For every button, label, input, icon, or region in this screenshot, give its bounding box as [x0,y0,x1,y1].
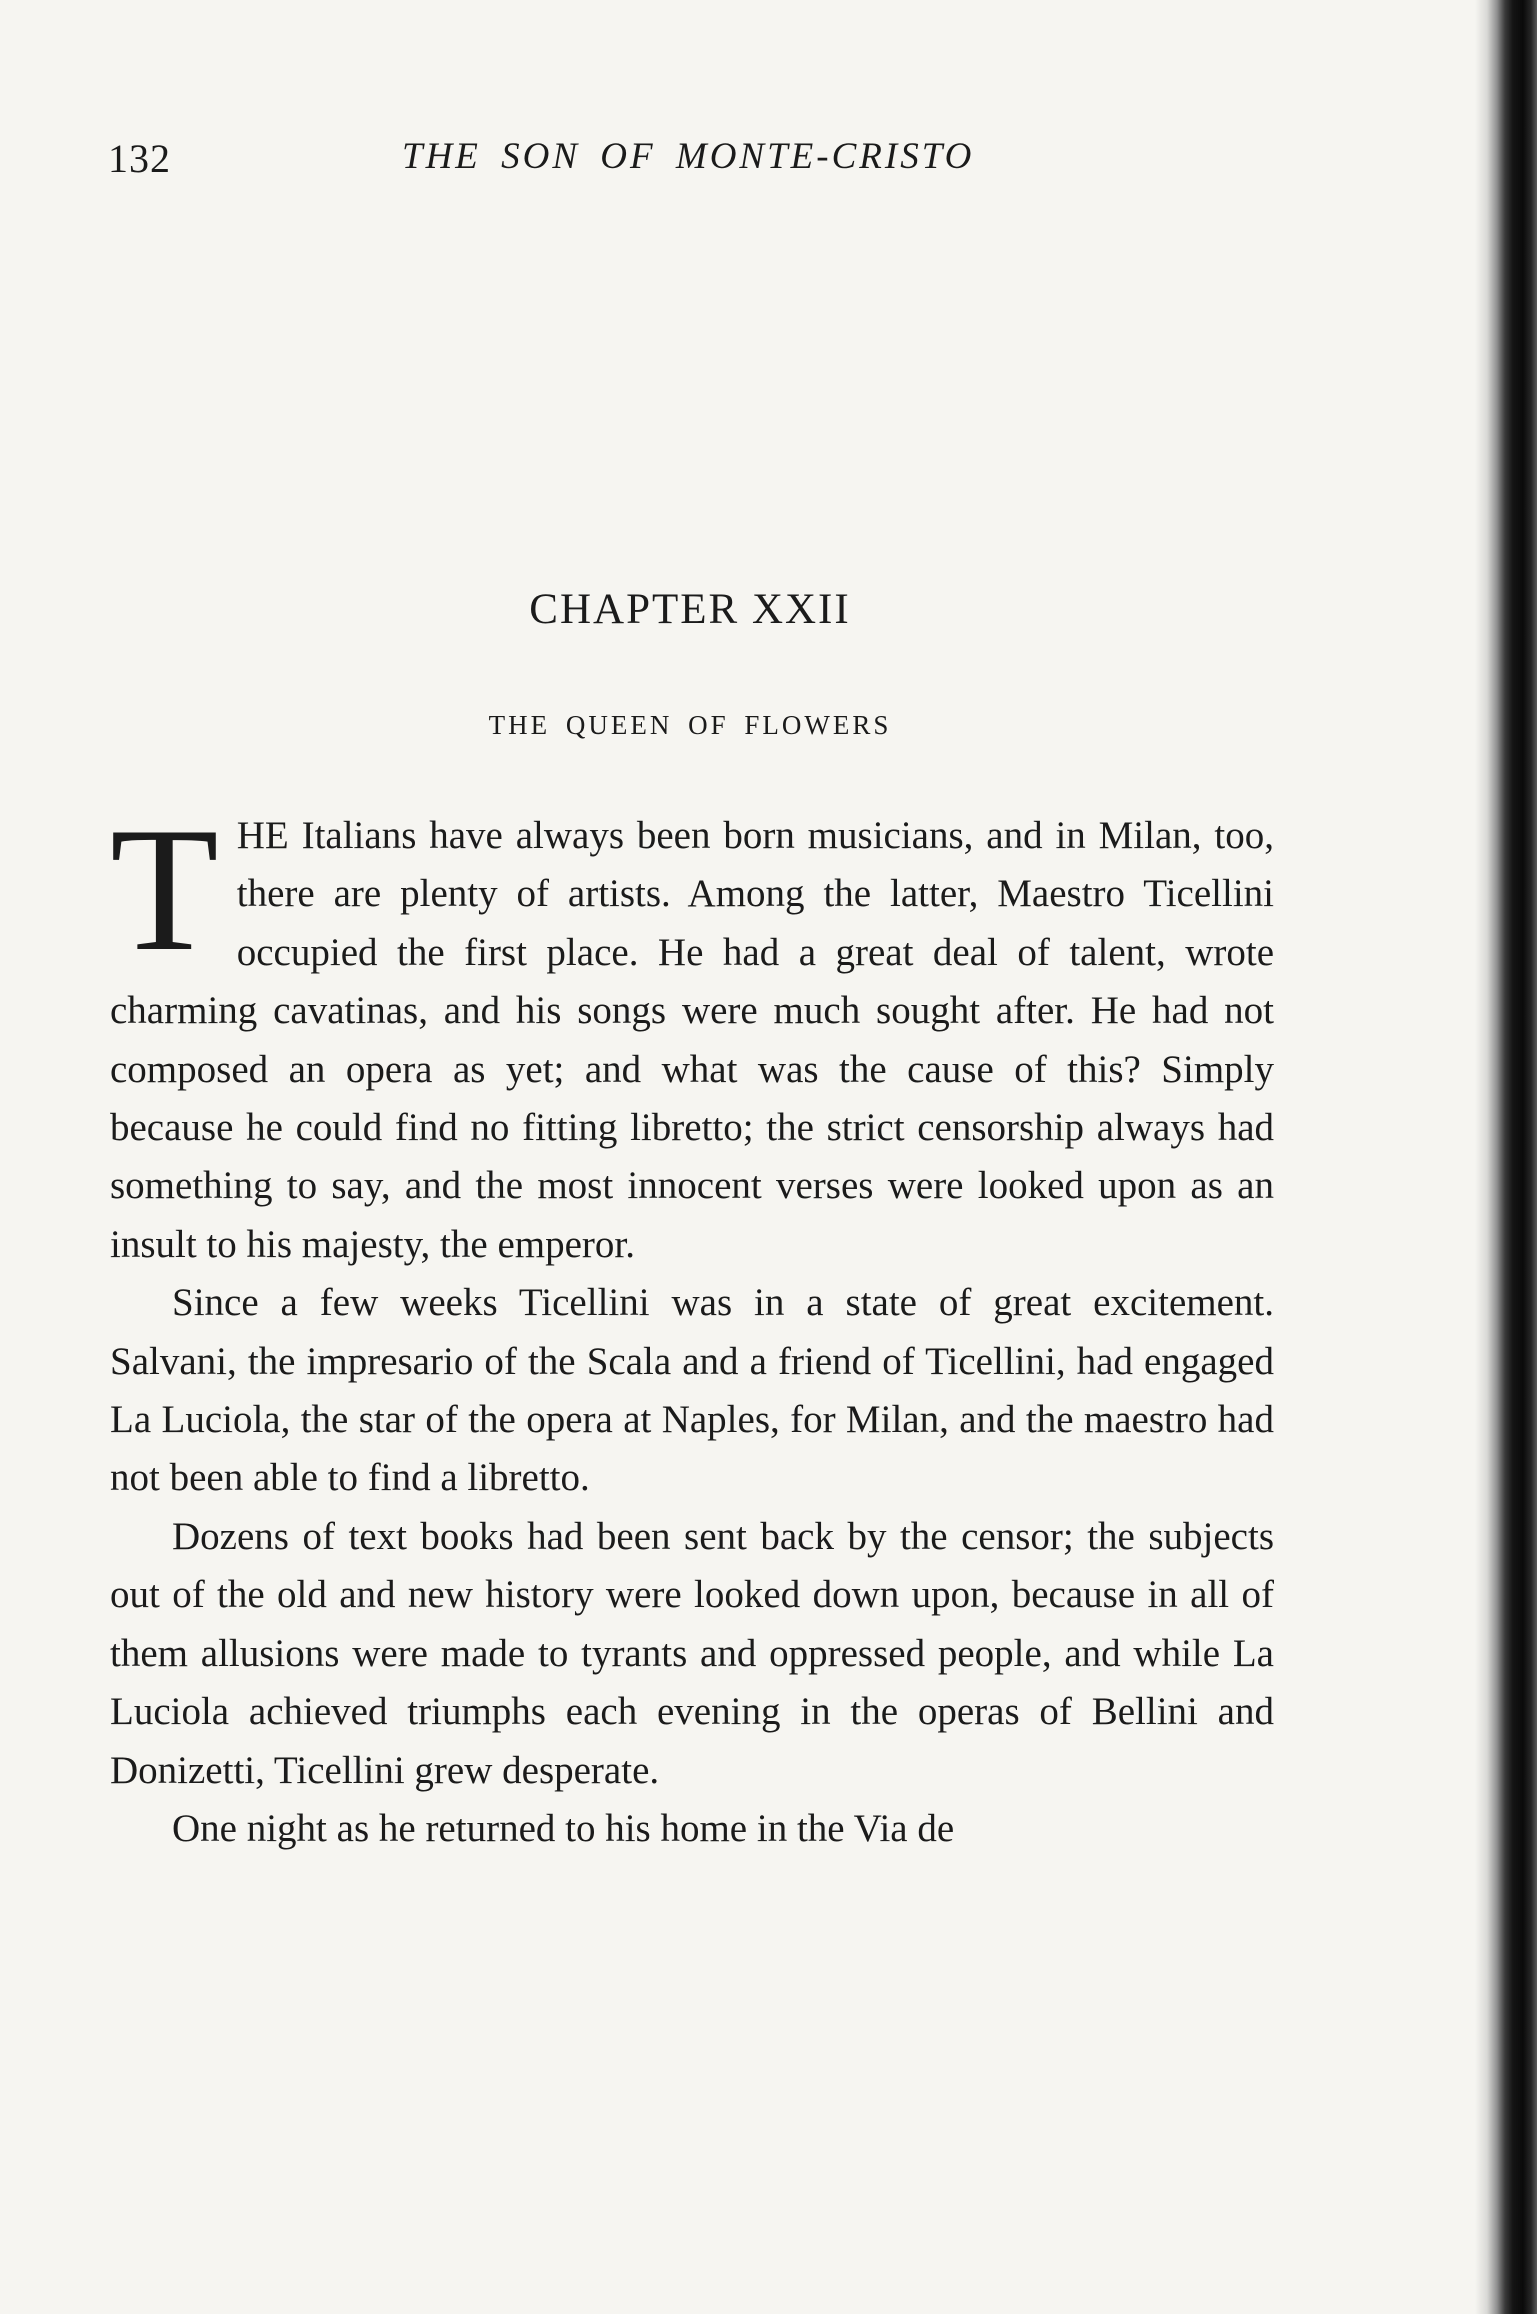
page-binding-edge [1475,0,1537,2314]
paragraph-3: Dozens of text books had been sent back by the censor; the subjects out of the old and new history were looked down upon, because in all of them allusions were made to tyrants and oppressed people, and while La Luciola achieved triumphs each evening in the operas of Bellini and Donizetti, Ticellini grew desperate. [110,1514,1274,1792]
drop-cap: T [110,790,219,988]
paragraph-1 [110,790,1274,1274]
chapter-subtitle: THE QUEEN OF FLOWERS [488,710,892,740]
body-text [110,790,1274,1858]
running-title: THE SON OF MONTE-CRISTO [402,136,975,177]
page-number: 132 [108,136,171,181]
chapter-heading: CHAPTER XXII [529,586,851,633]
paragraph-1-text: HE Italians have always been born musicians, and in Milan, too, there are plenty of artists. Among the latter, Maestro Ticellini occupied the first place. He had a great deal of talent, wrote charming cavatinas, and his songs were much sought after. He had not composed an opera as yet; and what was the cause of this? Simply because he could find no fitting libretto; the strict censorship always had something to say, and the most innocent verses were looked upon as an insult to his majesty, the emperor. [110,814,1274,1266]
running-head [108,135,1278,195]
paragraph-2: Since a few weeks Ticellini was in a state of great excitement. Salvani, the impresario of the Scala and a friend of Ticellini, had engaged La Luciola, the star of the opera at Naples, for Milan, and the maestro had not been able to find a libretto. [110,1281,1274,1500]
paragraph-4: One night as he returned to his home in the Via de [172,1806,955,1850]
